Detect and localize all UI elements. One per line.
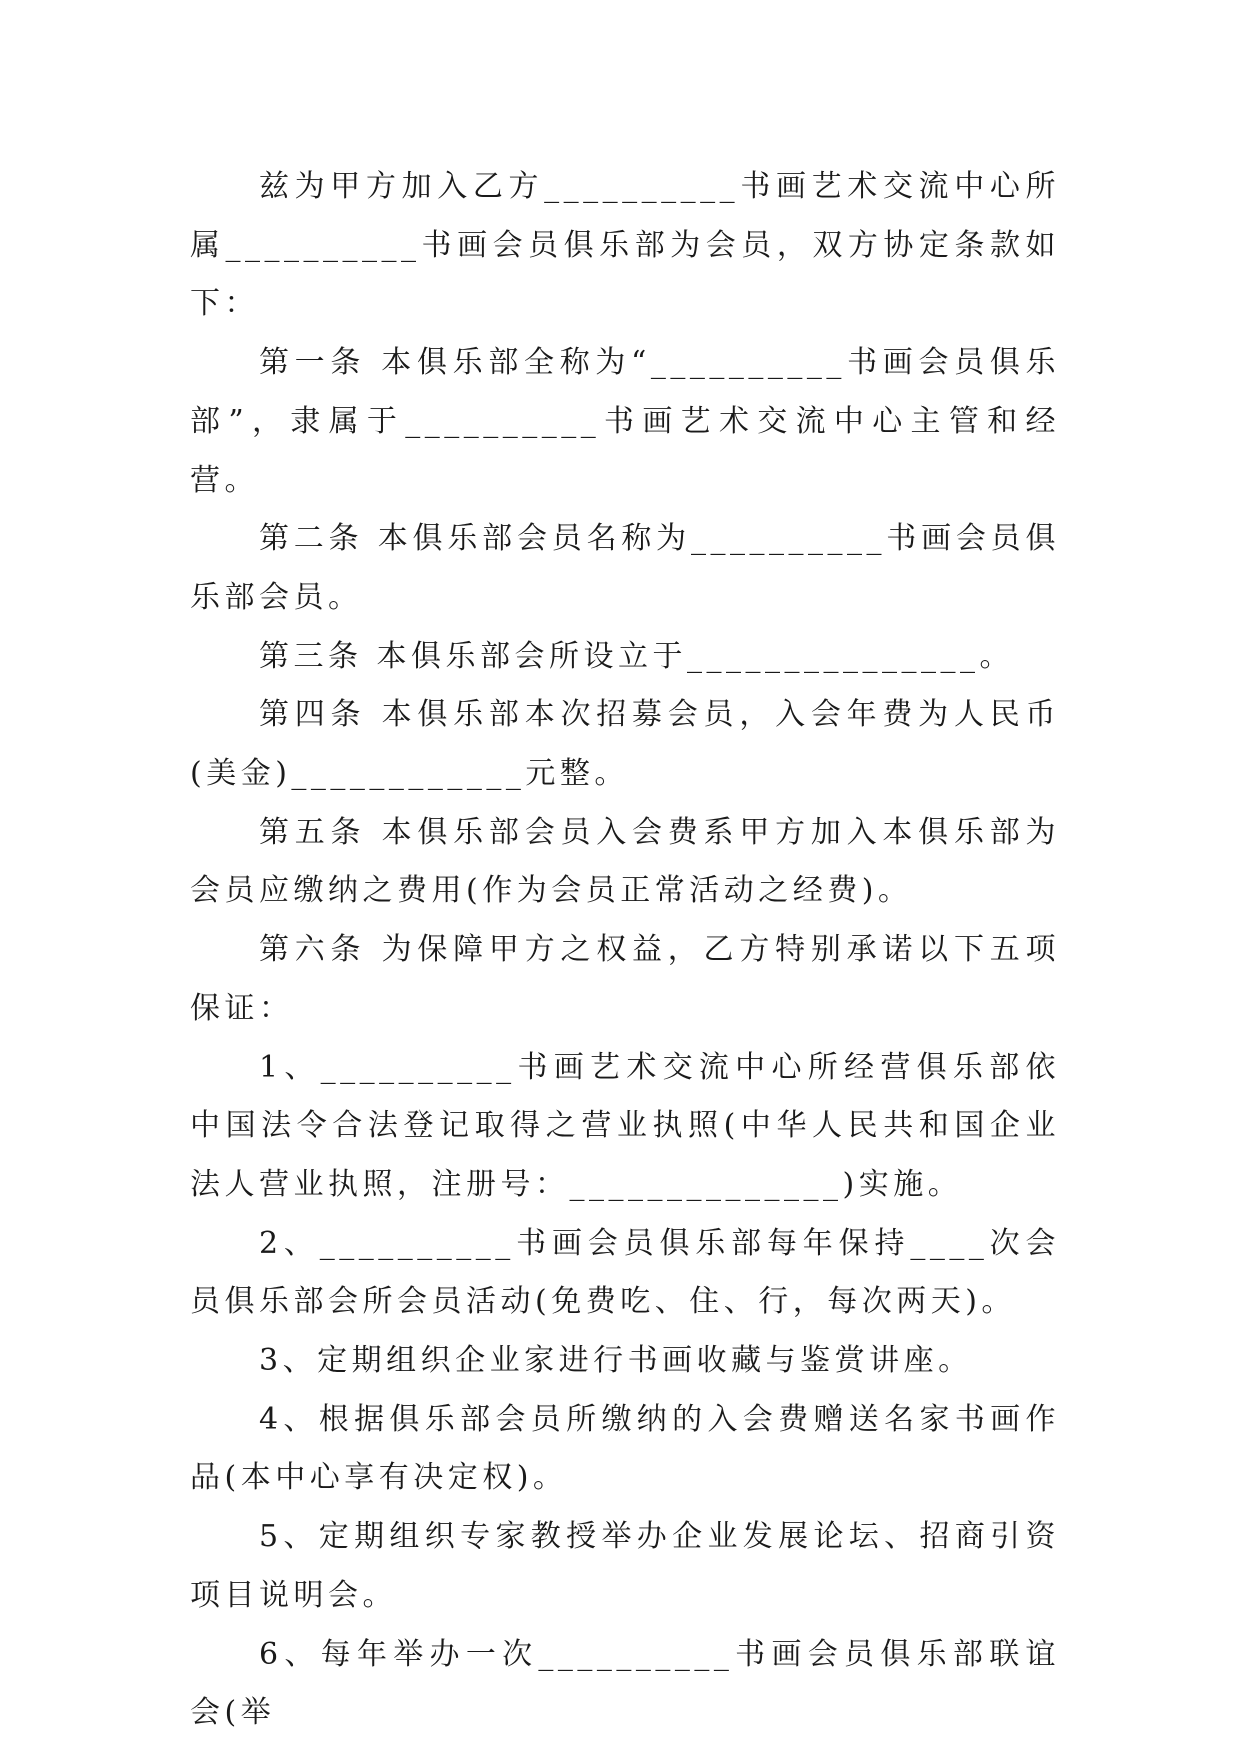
guarantee-item-1: 1、__________书画艺术交流中心所经营俱乐部依中国法令合法登记取得之营业执照(中华人民共和国企业法人营业执照，注册号：______________)实施。 xyxy=(190,1049,1060,1202)
article-5-paragraph: 第五条 本俱乐部会员入会费系甲方加入本俱乐部为会员应缴纳之费用(作为会员正常活动之经费)。 xyxy=(190,814,1060,909)
article-3-paragraph: 第三条 本俱乐部会所设立于_______________。 xyxy=(259,638,1015,674)
guarantee-item-5: 5、定期组织专家教授举办企业发展论坛、招商引资项目说明会。 xyxy=(190,1519,1060,1613)
guarantee-item-3: 3、定期组织企业家进行书画收藏与鉴赏讲座。 xyxy=(259,1343,973,1379)
article-1-paragraph: 第一条 本俱乐部全称为“__________书画会员俱乐部”，隶属于__________书画艺术交流中心主管和经营。 xyxy=(190,345,1060,498)
guarantee-item-2: 2、__________书画会员俱乐部每年保持____次会员俱乐部会所会员活动(免费吃、住、行，每次两天)。 xyxy=(190,1225,1060,1320)
guarantee-item-4: 4、根据俱乐部会员所缴纳的入会费赠送名家书画作品(本中心享有决定权)。 xyxy=(190,1401,1060,1496)
article-6-paragraph: 第六条 为保障甲方之权益，乙方特别承诺以下五项保证： xyxy=(190,932,1060,1026)
article-2-paragraph: 第二条 本俱乐部会员名称为__________书画会员俱乐部会员。 xyxy=(190,521,1060,615)
intro-paragraph: 兹为甲方加入乙方__________书画艺术交流中心所属__________书画会员俱乐部为会员，双方协定条款如下： xyxy=(190,169,1060,322)
article-4-paragraph: 第四条 本俱乐部本次招募会员，入会年费为人民币(美金)____________元整。 xyxy=(190,697,1060,792)
guarantee-item-6: 6、每年举办一次__________书画会员俱乐部联谊会(举 xyxy=(190,1636,1060,1731)
document-body xyxy=(190,158,1060,1743)
